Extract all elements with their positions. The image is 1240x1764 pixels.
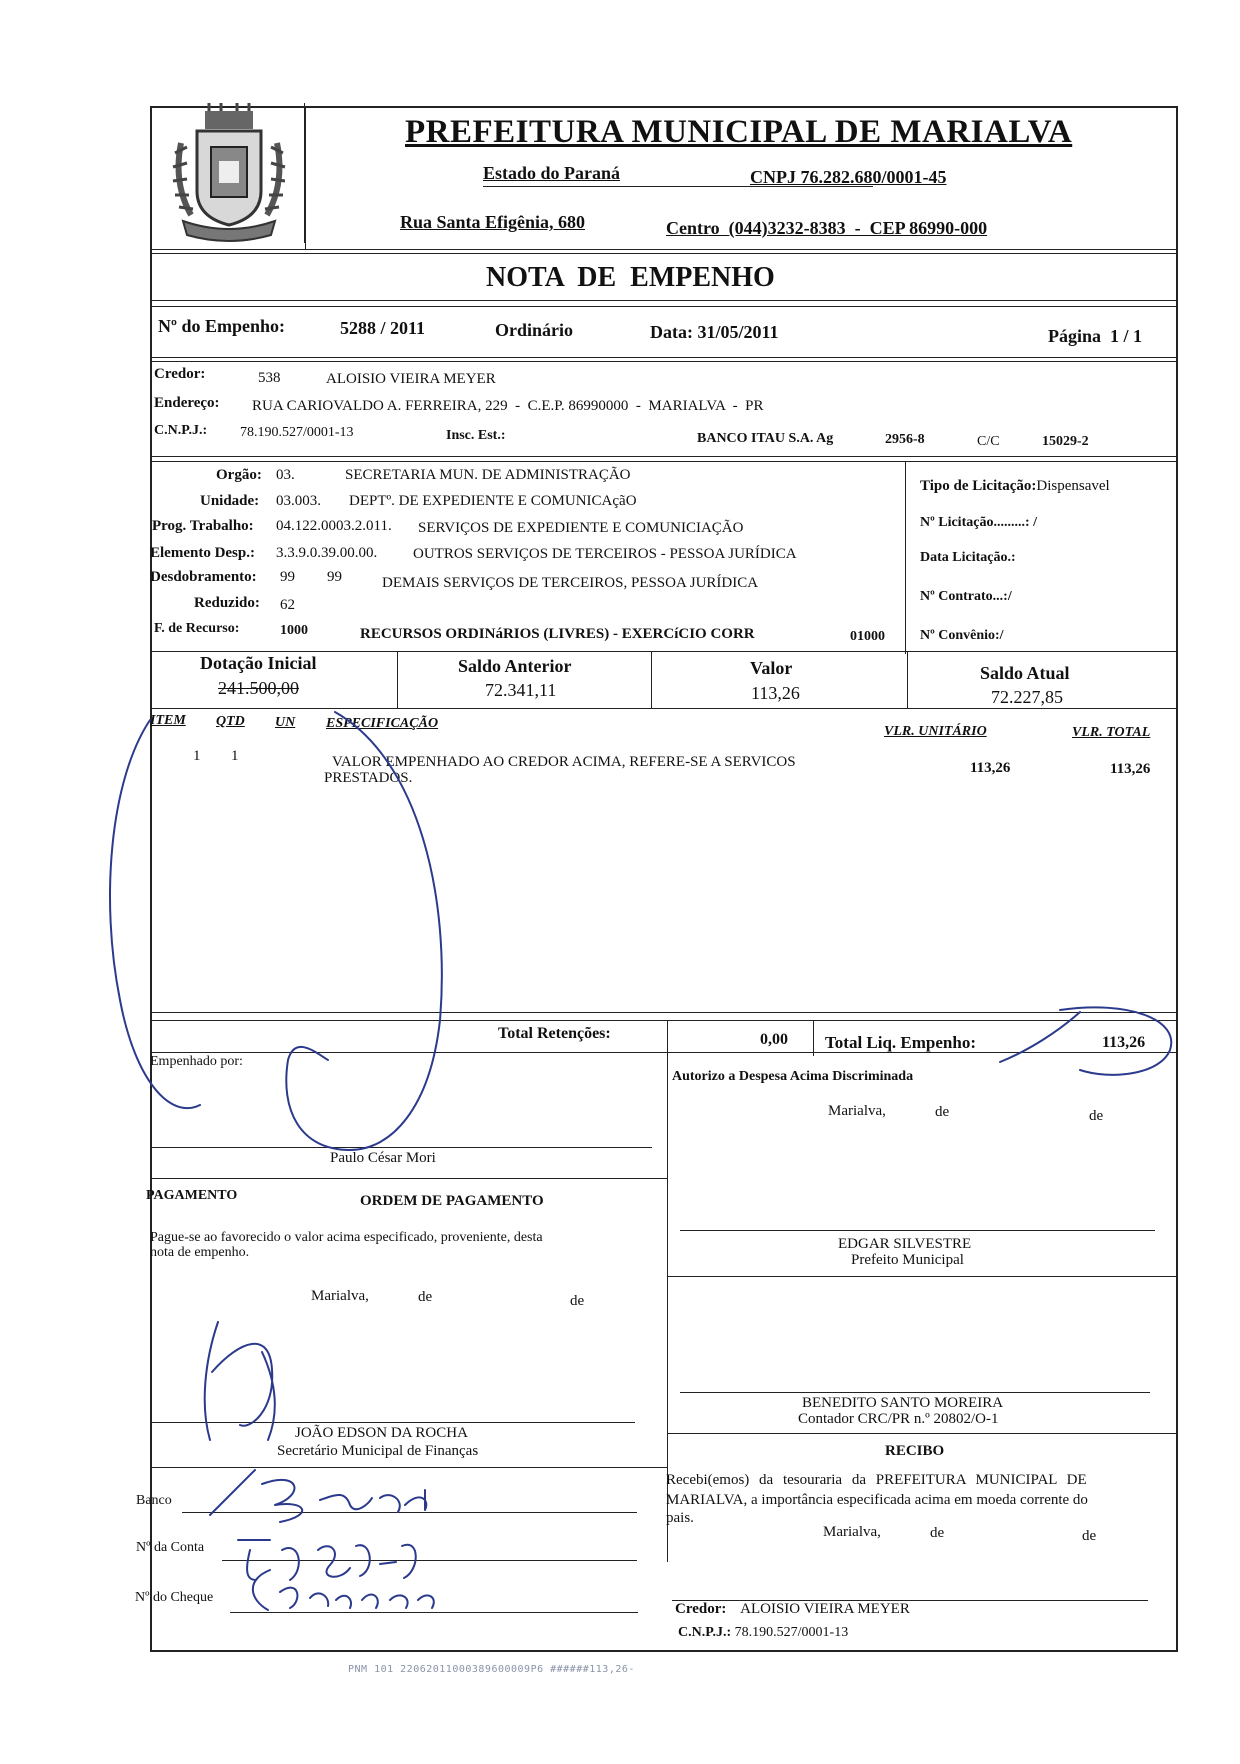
- total-liquido-value: 113,26: [1102, 1034, 1146, 1051]
- pagamento-city: Marialva,: [311, 1288, 369, 1304]
- empenho-number: 5288 / 2011: [340, 318, 426, 338]
- credor-label: Credor:: [154, 366, 206, 382]
- prog-trabalho-name: SERVIÇOS DE EXPEDIENTE E COMUNICIAÇÃO: [418, 520, 744, 536]
- state-label: Estado do Paraná: [483, 163, 621, 183]
- recibo-line1: Recebi(emos) da tesouraria da PREFEITURA MUNICIPAL DE: [666, 1472, 1087, 1488]
- recibo-cnpj-value: 78.190.527/0001-13: [734, 1625, 849, 1640]
- prog-trabalho-label: Prog. Trabalho:: [152, 518, 254, 534]
- recurso-name: RECURSOS ORDINáRIOS (LIVRES) - EXERCíCIO CORR: [360, 626, 755, 642]
- item-number: 1: [193, 748, 201, 764]
- desdobramento-code-a: 99: [280, 569, 295, 585]
- col-vlr-unitario: VLR. UNITÁRIO: [884, 724, 987, 739]
- elemento-name: OUTROS SERVIÇOS DE TERCEIROS - PESSOA JURÍDICA: [413, 546, 797, 562]
- document-title: NOTA DE EMPENHO: [486, 262, 775, 293]
- cnpj-header: CNPJ 76.282.680/0001-45: [750, 167, 947, 187]
- autorizo-de-2: de: [1089, 1108, 1104, 1124]
- empenho-type: Ordinário: [495, 320, 574, 340]
- item-total-value: 113,26: [1110, 761, 1151, 777]
- recibo-cnpj-label: C.N.P.J.:: [678, 1625, 732, 1640]
- col-item: ITEM: [150, 713, 186, 728]
- valor-label: Valor: [750, 658, 793, 678]
- recibo-credor-name: ALOISIO VIEIRA MEYER: [740, 1601, 910, 1617]
- unidade-code: 03.003.: [276, 493, 321, 509]
- bank-name: BANCO ITAU S.A. Ag: [697, 431, 834, 446]
- page-number: Página 1 / 1: [1048, 326, 1143, 346]
- convenio-number: Nº Convênio:/: [920, 628, 1004, 643]
- item-unit-value: 113,26: [970, 760, 1011, 776]
- col-un: UN: [275, 715, 296, 730]
- secretario-name: JOÃO EDSON DA ROCHA: [295, 1425, 468, 1441]
- recibo-credor-label: Credor:: [675, 1601, 727, 1617]
- conta-label: Nº da Conta: [136, 1540, 205, 1555]
- contrato-number: Nº Contrato...:/: [920, 589, 1012, 604]
- recibo-de-1: de: [930, 1525, 945, 1541]
- orgao-label: Orgão:: [216, 467, 262, 483]
- recurso-label: F. de Recurso:: [154, 621, 240, 636]
- unidade-label: Unidade:: [200, 493, 260, 509]
- saldo-atual-value: 72.227,85: [991, 687, 1063, 707]
- recibo-line2: MARIALVA, a importância especificada acima em moeda corrente do: [666, 1492, 1088, 1508]
- ordem-pagamento-label: ORDEM DE PAGAMENTO: [360, 1193, 544, 1209]
- contador-name: BENEDITO SANTO MOREIRA: [802, 1395, 1004, 1411]
- total-liquido-label: Total Liq. Empenho:: [825, 1033, 976, 1052]
- empenhado-por-label: Empenhado por:: [150, 1054, 243, 1069]
- elemento-label: Elemento Desp.:: [150, 545, 255, 561]
- licitacao-date: Data Licitação.:: [920, 550, 1016, 565]
- credor-code: 538: [258, 370, 281, 386]
- prefeito-role: Prefeito Municipal: [851, 1252, 964, 1268]
- col-vlr-total: VLR. TOTAL: [1072, 725, 1151, 740]
- insc-est-label: Insc. Est.:: [446, 428, 506, 443]
- saldo-atual-label: Saldo Atual: [980, 663, 1070, 683]
- tipo-licitacao-label: Tipo de Licitação:: [920, 478, 1037, 494]
- col-qtd: QTD: [216, 714, 245, 729]
- orgao-name: SECRETARIA MUN. DE ADMINISTRAÇÃO: [345, 467, 631, 483]
- item-qtd: 1: [231, 748, 239, 764]
- cc-number: 15029-2: [1042, 434, 1089, 449]
- bank-agency: 2956-8: [885, 432, 925, 447]
- recibo-line3: pais.: [666, 1510, 694, 1526]
- empenho-date: Data: 31/05/2011: [650, 322, 779, 342]
- empenho-number-label: Nº do Empenho:: [158, 316, 285, 336]
- retencoes-value: 0,00: [760, 1031, 788, 1048]
- unidade-name: DEPTº. DE EXPEDIENTE E COMUNICAçãO: [349, 493, 637, 509]
- saldo-anterior-value: 72.341,11: [485, 680, 557, 700]
- address-street: Rua Santa Efigênia, 680: [400, 212, 586, 232]
- tipo-licitacao-value: Dispensavel: [1036, 478, 1110, 494]
- banco-label: Banco: [136, 1493, 172, 1508]
- reduzido-value: 62: [280, 597, 295, 613]
- recibo-city: Marialva,: [823, 1524, 881, 1540]
- desdobramento-name: DEMAIS SERVIÇOS DE TERCEIROS, PESSOA JURÍDICA: [382, 575, 759, 591]
- pagamento-de-1: de: [418, 1289, 433, 1305]
- dotacao-value: 241.500,00: [218, 678, 299, 698]
- recurso-number: 01000: [850, 629, 885, 644]
- saldo-anterior-label: Saldo Anterior: [458, 656, 572, 676]
- col-especificacao: ESPECIFICAÇÃO: [326, 716, 439, 731]
- credor-address: RUA CARIOVALDO A. FERREIRA, 229 - C.E.P. 86990000 - MARIALVA - PR: [252, 398, 764, 414]
- contador-role: Contador CRC/PR n.º 20802/O-1: [798, 1411, 999, 1427]
- orgao-code: 03.: [276, 467, 295, 483]
- item-desc-line1: VALOR EMPENHADO AO CREDOR ACIMA, REFERE-SE A SERVICOS: [332, 754, 796, 770]
- pagamento-de-2: de: [570, 1293, 585, 1309]
- pagamento-text-line2: nota de empenho.: [150, 1245, 250, 1260]
- desdobramento-label: Desdobramento:: [150, 569, 257, 585]
- reduzido-label: Reduzido:: [194, 595, 260, 611]
- retencoes-label: Total Retenções:: [498, 1025, 611, 1042]
- desdobramento-code-b: 99: [327, 569, 342, 585]
- prefeito-name: EDGAR SILVESTRE: [838, 1236, 972, 1252]
- pagamento-text-line1: Pague-se ao favorecido o valor acima especificado, proveniente, desta: [150, 1230, 543, 1245]
- pagamento-label: PAGAMENTO: [146, 1188, 238, 1203]
- address-label: Endereço:: [154, 395, 220, 411]
- address-rest: Centro (044)3232-8383 - CEP 86990-000: [666, 218, 988, 238]
- dotacao-label: Dotação Inicial: [200, 653, 317, 673]
- prog-trabalho-code: 04.122.0003.2.011.: [276, 518, 392, 534]
- cheque-label: Nº do Cheque: [135, 1590, 214, 1605]
- recibo-title: RECIBO: [885, 1443, 945, 1459]
- elemento-code: 3.3.9.0.39.00.00.: [276, 545, 378, 561]
- cc-label: C/C: [977, 434, 1000, 449]
- footer-code: PNM 101 22062011000389600009P6 ######113,26-: [348, 1664, 635, 1675]
- cnpj-label: C.N.P.J.:: [154, 423, 208, 438]
- item-desc-line2: PRESTADOS.: [324, 770, 413, 786]
- empenhado-por-name: Paulo César Mori: [330, 1150, 436, 1166]
- recurso-code: 1000: [280, 623, 308, 638]
- recibo-de-2: de: [1082, 1528, 1097, 1544]
- secretario-role: Secretário Municipal de Finanças: [277, 1443, 479, 1459]
- autorizo-label: Autorizo a Despesa Acima Discriminada: [672, 1069, 914, 1084]
- credor-cnpj: 78.190.527/0001-13: [240, 425, 354, 440]
- municipality-title: PREFEITURA MUNICIPAL DE MARIALVA: [405, 114, 1073, 150]
- credor-name: ALOISIO VIEIRA MEYER: [326, 371, 496, 387]
- licitacao-number: Nº Licitação.........: /: [920, 515, 1037, 530]
- valor-value: 113,26: [751, 683, 800, 703]
- autorizo-de-1: de: [935, 1104, 950, 1120]
- autorizo-city: Marialva,: [828, 1103, 886, 1119]
